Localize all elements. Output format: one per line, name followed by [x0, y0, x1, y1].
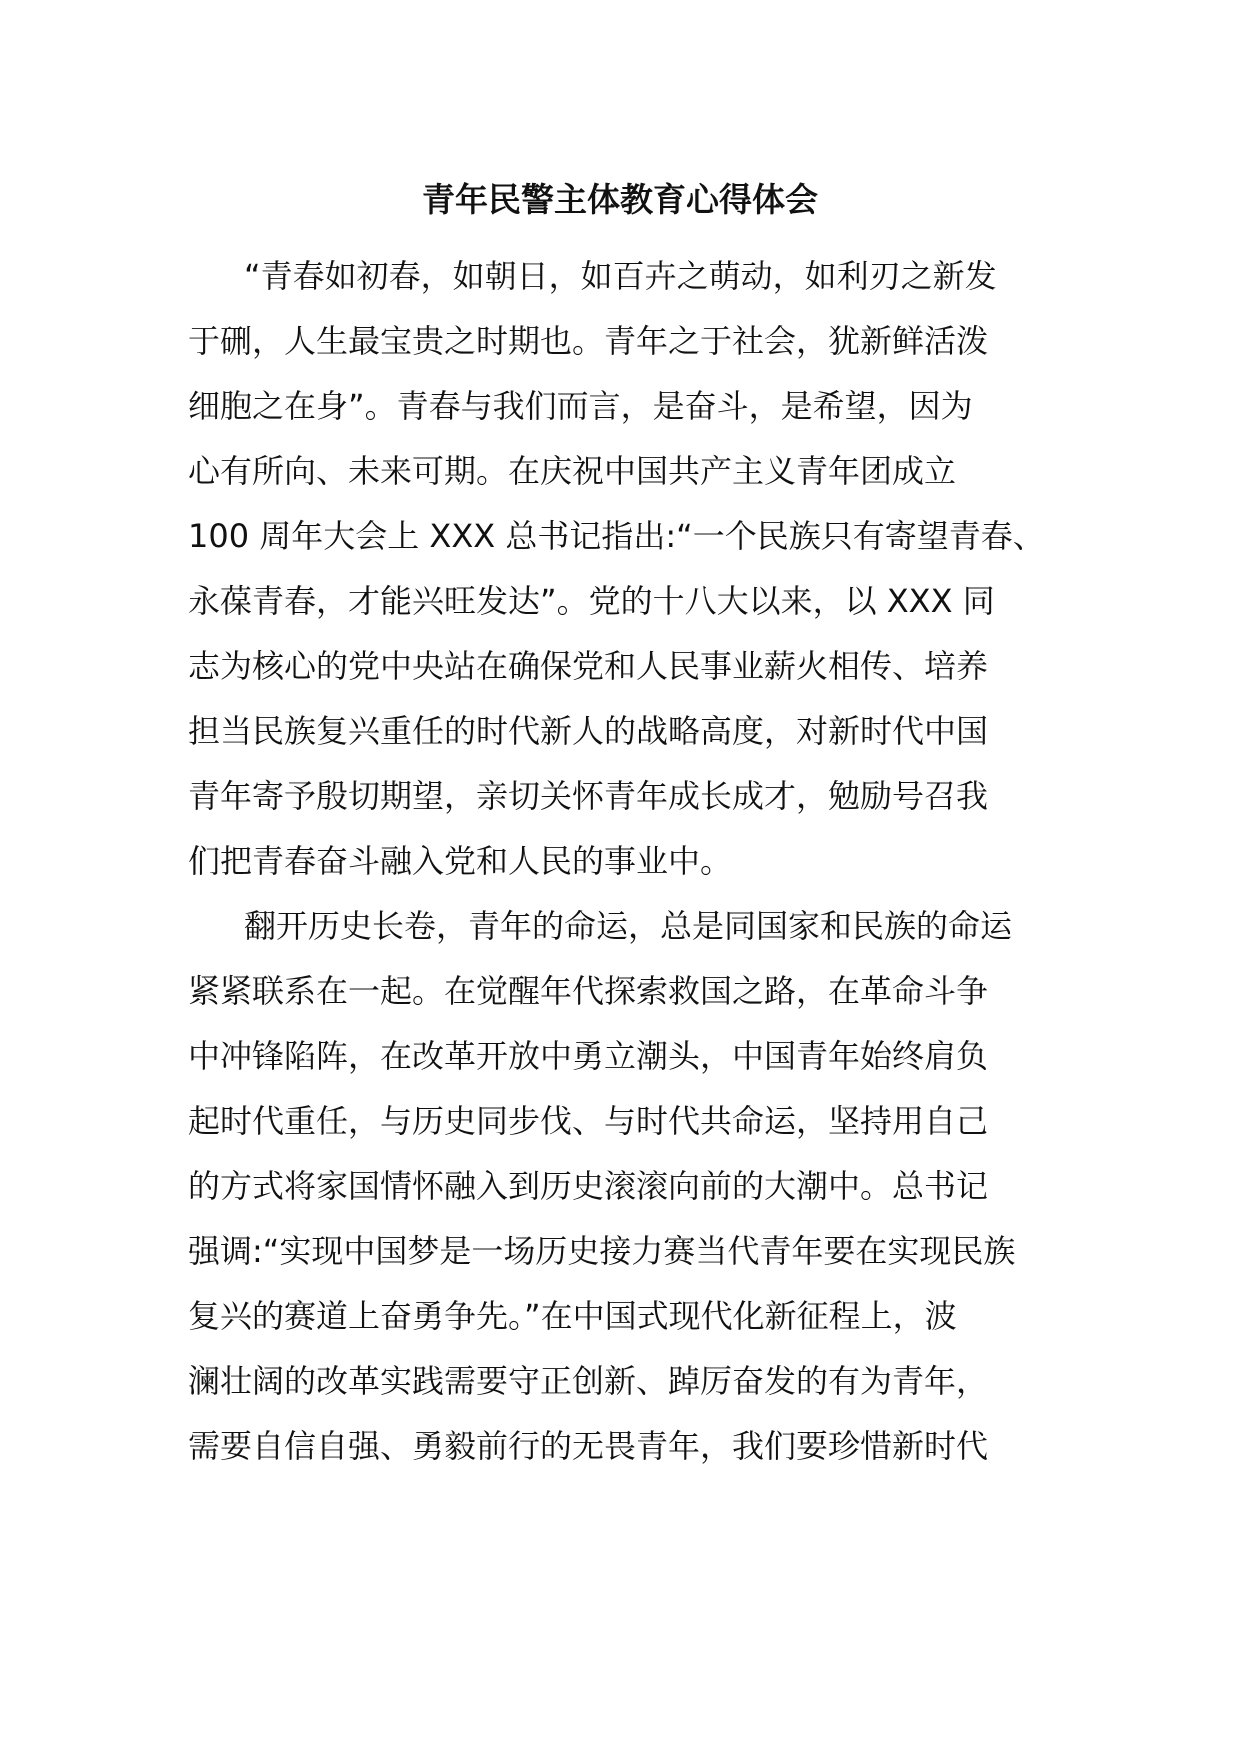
text-line: 强调:“实现中国梦是一场历史接力赛当代青年要在实现民族	[188, 1232, 1016, 1270]
text-line: 担当民族复兴重任的时代新人的战略高度，对新时代中国	[188, 712, 989, 750]
text-line: 永葆青春，才能兴旺发达”。党的十八大以来，以 XXX 同	[188, 582, 995, 620]
text-line: 于硎，人生最宝贵之时期也。青年之于社会，犹新鲜活泼	[188, 322, 989, 360]
paragraph-1	[188, 244, 1068, 894]
document-body	[188, 244, 1068, 1479]
text-line: 翻开历史长卷，青年的命运，总是同国家和民族的命运	[244, 907, 1013, 945]
text-line: “青春如初春，如朝日，如百卉之萌动，如利刃之新发	[244, 257, 997, 295]
text-line: 们把青春奋斗融入党和人民的事业中。	[188, 842, 733, 880]
text-line: 100 周年大会上 XXX 总书记指出:“一个民族只有寄望青春、	[188, 517, 1045, 555]
text-line: 志为核心的党中央站在确保党和人民事业薪火相传、培养	[188, 647, 989, 685]
text-line: 心有所向、未来可期。在庆祝中国共产主义青年团成立	[188, 452, 957, 490]
document-title: 青年民警主体教育心得体会	[422, 180, 818, 219]
text-line: 起时代重任，与历史同步伐、与时代共命运，坚持用自己	[188, 1102, 989, 1140]
text-line: 中冲锋陷阵，在改革开放中勇立潮头，中国青年始终肩负	[188, 1037, 989, 1075]
paragraph-2	[188, 894, 1068, 1479]
text-line: 青年寄予殷切期望，亲切关怀青年成长成才，勉励号召我	[188, 777, 989, 815]
text-line: 细胞之在身”。青春与我们而言，是奋斗，是希望，因为	[188, 387, 973, 425]
text-line: 复兴的赛道上奋勇争先。”在中国式现代化新征程上，波	[188, 1297, 957, 1335]
text-line: 紧紧联系在一起。在觉醒年代探索救国之路，在革命斗争	[188, 972, 989, 1010]
text-line: 澜壮阔的改革实践需要守正创新、踔厉奋发的有为青年，	[188, 1362, 989, 1400]
text-line: 的方式将家国情怀融入到历史滚滚向前的大潮中。总书记	[188, 1167, 989, 1205]
text-line: 需要自信自强、勇毅前行的无畏青年，我们要珍惜新时代	[188, 1427, 989, 1465]
